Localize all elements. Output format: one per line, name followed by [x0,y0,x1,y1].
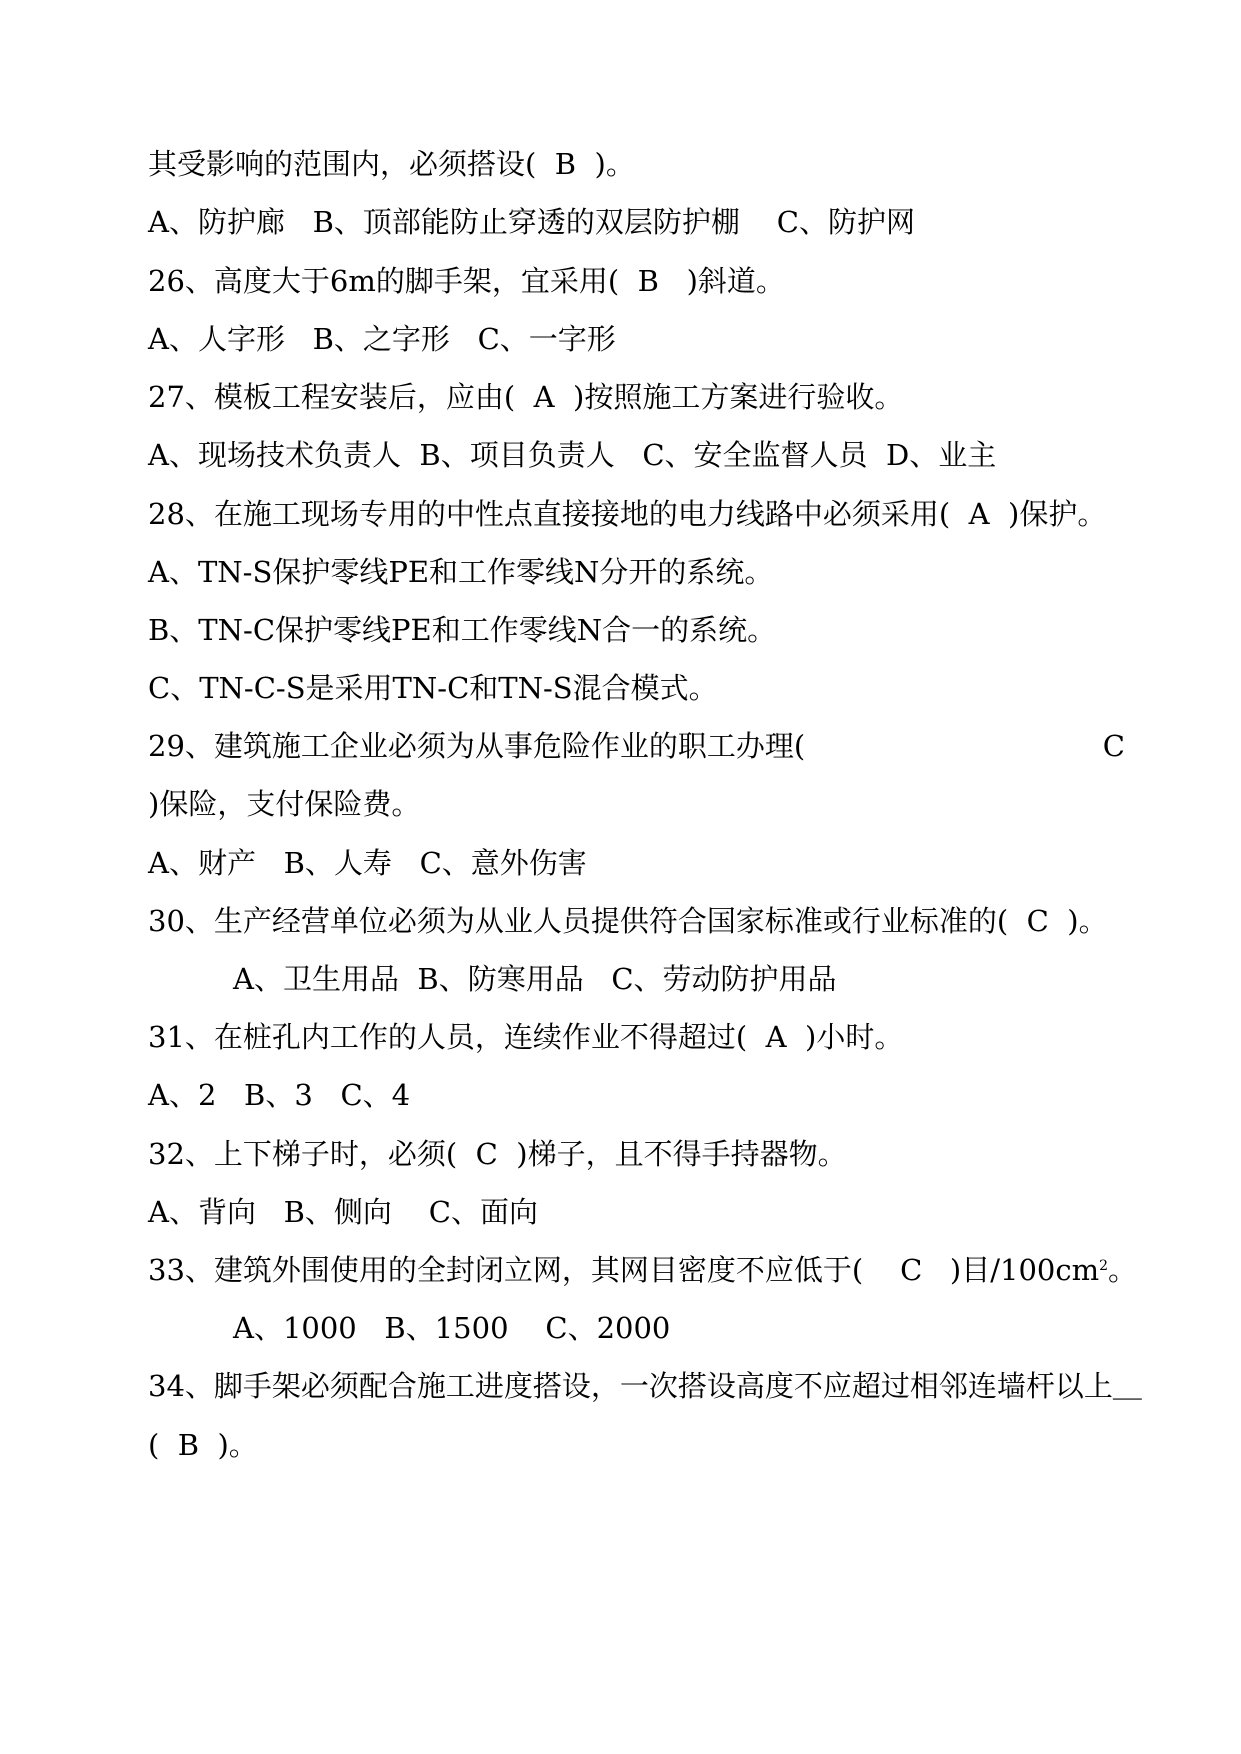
question-33-options: A、1000 B、1500 C、2000 [233,1311,671,1345]
question-28-option-b: B、TN-C保护零线PE和工作零线N合一的系统。 [148,613,777,647]
question-28-option-c: C、TN-C-S是采用TN-C和TN-S混合模式。 [148,671,718,705]
question-28: 28、在施工现场专用的中性点直接接地的电力线路中必须采用( A )保护。 [148,497,1107,531]
question-34: 34、脚手架必须配合施工进度搭设，一次搭设高度不应超过相邻连墙杆以上＿ [148,1369,1142,1403]
question-28-option-a: A、TN-S保护零线PE和工作零线N分开的系统。 [148,555,774,589]
question-29-continuation: )保险，支付保险费。 [148,787,421,821]
question-29-answer: C [1102,729,1125,763]
question-27-options: A、现场技术负责人 B、项目负责人 C、安全监督人员 D、业主 [148,438,997,472]
superscript-two: 2 [1099,1258,1109,1274]
question-33-text: 33、建筑外围使用的全封闭立网，其网目密度不应低于( C )目/100cm [148,1253,1100,1287]
question-25-options: A、防护廊 B、顶部能防止穿透的双层防护棚 C、防护网 [148,205,915,239]
question-30-options: A、卫生用品 B、防寒用品 C、劳动防护用品 [233,962,837,996]
question-31: 31、在桩孔内工作的人员，连续作业不得超过( A )小时。 [148,1020,904,1054]
question-31-options: A、2 B、3 C、4 [148,1078,411,1112]
question-34-continuation: ( B )。 [148,1428,258,1462]
question-27: 27、模板工程安装后，应由( A )按照施工方案进行验收。 [148,380,904,414]
question-32-options: A、背向 B、侧向 C、面向 [148,1195,538,1229]
question-30: 30、生产经营单位必须为从业人员提供符合国家标准或行业标准的( C )。 [148,904,1108,938]
question-26-options: A、人字形 B、之字形 C、一字形 [148,322,616,356]
question-26: 26、高度大于6m的脚手架，宜采用( B )斜道。 [148,264,785,298]
question-29-text: 29、建筑施工企业必须为从事危险作业的职工办理( [148,729,806,763]
question-33-end: 。 [1108,1253,1138,1287]
question-29-options: A、财产 B、人寿 C、意外伤害 [148,846,587,880]
question-25-continuation: 其受影响的范围内，必须搭设( B )。 [148,147,635,181]
question-33 [148,1252,1138,1288]
question-32: 32、上下梯子时，必须( C )梯子，且不得手持器物。 [148,1137,847,1171]
question-29 [148,728,1131,764]
